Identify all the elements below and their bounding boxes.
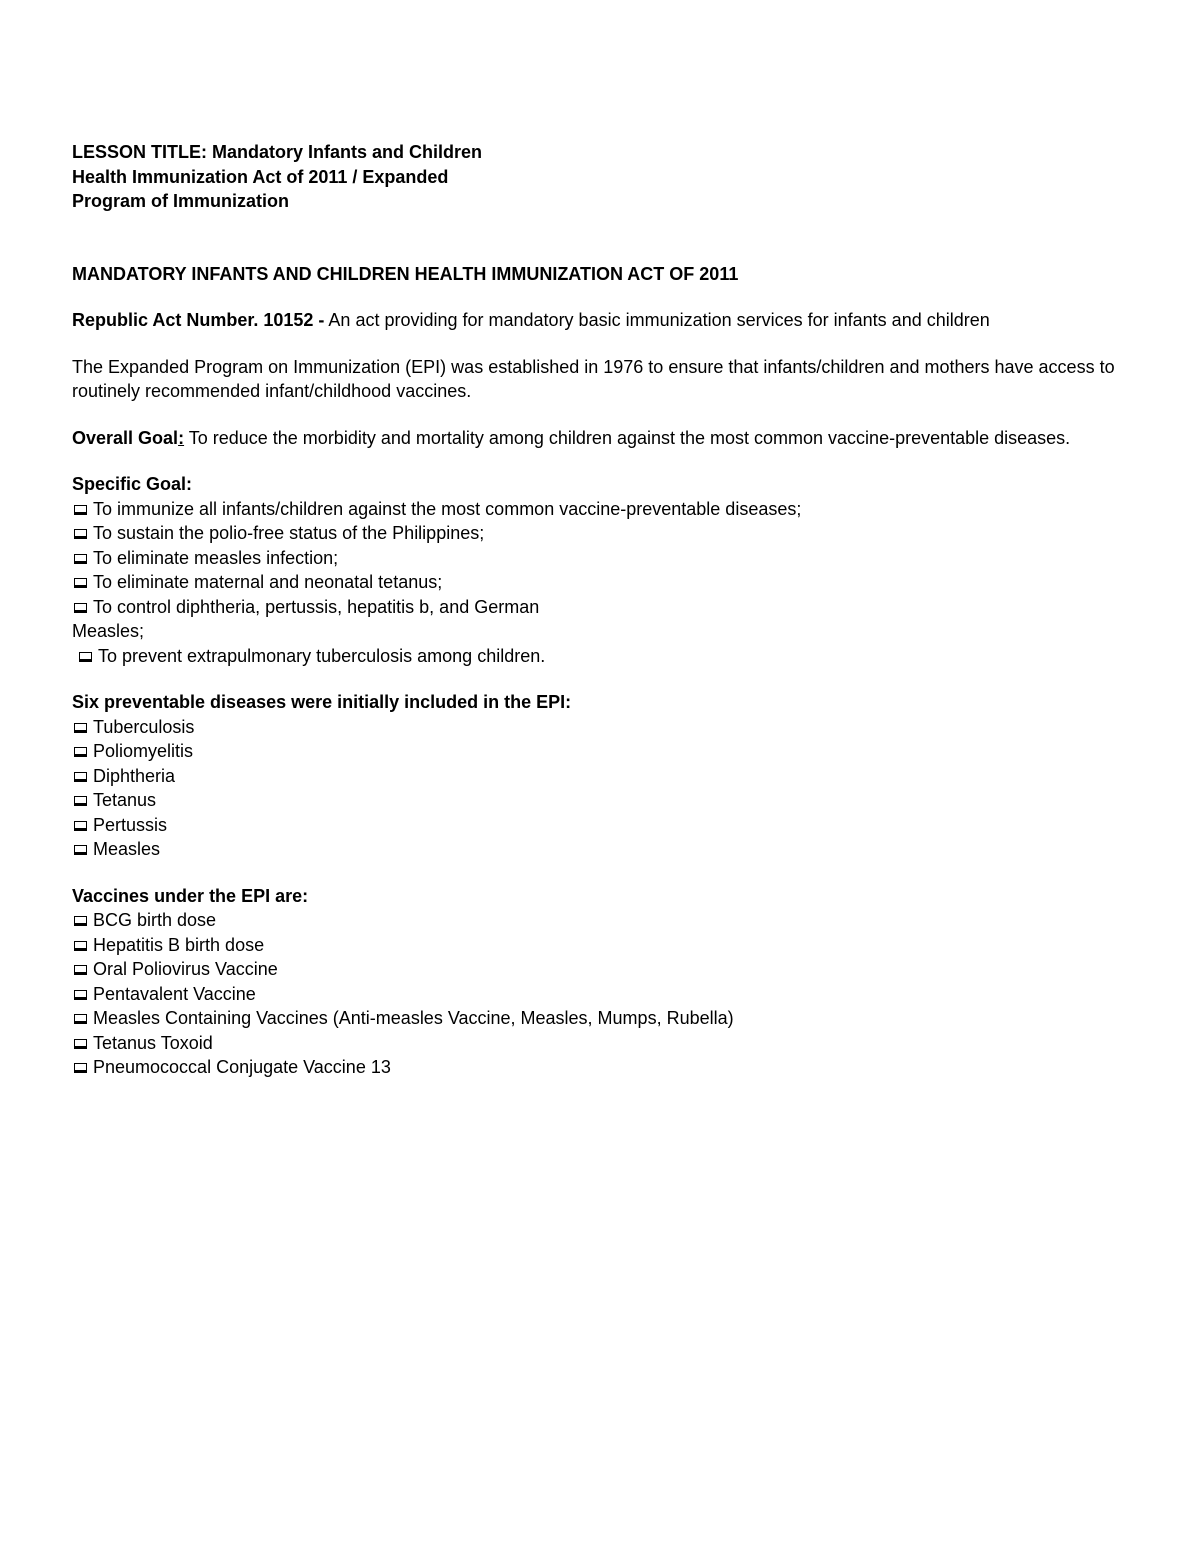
- checkbox-bullet-icon: [74, 965, 87, 975]
- republic-act-label: Republic Act Number. 10152 -: [72, 310, 325, 330]
- list-item: To prevent extrapulmonary tuberculosis among children.: [72, 644, 1132, 669]
- checkbox-bullet-icon: [74, 796, 87, 806]
- list-item: Tuberculosis: [72, 715, 1132, 740]
- lesson-title-line-2: Health Immunization Act of 2011 / Expanded: [72, 166, 449, 187]
- document-page: [72, 140, 1132, 1080]
- checkbox-bullet-icon: [74, 990, 87, 1000]
- lesson-title-line-1: LESSON TITLE: Mandatory Infants and Children: [72, 142, 483, 162]
- list-item: Tetanus: [72, 788, 1132, 813]
- list-item: To immunize all infants/children against the most common vaccine-preventable diseases;: [72, 497, 1132, 522]
- checkbox-bullet-icon: [74, 821, 87, 831]
- lesson-title-line-3: Program of Immunization: [72, 191, 290, 211]
- list-item: Measles Containing Vaccines (Anti-measles Vaccine, Measles, Mumps, Rubella): [72, 1006, 1132, 1031]
- checkbox-bullet-icon: [74, 1039, 87, 1049]
- vaccines-list: [72, 908, 1132, 1080]
- overall-goal-label: Overall Goal: [72, 427, 179, 448]
- list-item: BCG birth dose: [72, 908, 1132, 933]
- checkbox-bullet-icon: [74, 529, 87, 539]
- checkbox-bullet-icon: [74, 1063, 87, 1073]
- checkbox-bullet-icon: [74, 554, 87, 564]
- epi-intro-paragraph: The Expanded Program on Immunization (EPI) was established in 1976 to ensure that infants/children and mothers have access to routinely recommended infant/childhood vaccines.: [72, 356, 1115, 401]
- list-item: Diphtheria: [72, 764, 1132, 789]
- checkbox-bullet-icon: [74, 723, 87, 733]
- list-item: Pertussis: [72, 813, 1132, 838]
- specific-goal-heading: Specific Goal:: [72, 474, 193, 494]
- checkbox-bullet-icon: [74, 772, 87, 782]
- list-item: Poliomyelitis: [72, 739, 1132, 764]
- checkbox-bullet-icon: [74, 916, 87, 926]
- list-item: Measles: [72, 837, 1132, 862]
- republic-act-text: An act providing for mandatory basic immunization services for infants and children: [324, 310, 990, 330]
- checkbox-bullet-icon: [74, 747, 87, 757]
- list-item: Hepatitis B birth dose: [72, 933, 1132, 958]
- checkbox-bullet-icon: [79, 652, 92, 662]
- list-item: To eliminate maternal and neonatal tetanus;: [72, 570, 1132, 595]
- list-item: To sustain the polio-free status of the Philippines;: [72, 521, 1132, 546]
- checkbox-bullet-icon: [74, 941, 87, 951]
- overall-goal-colon: :: [178, 427, 185, 448]
- checkbox-bullet-icon: [74, 505, 87, 515]
- list-item: Oral Poliovirus Vaccine: [72, 957, 1132, 982]
- checkbox-bullet-icon: [74, 578, 87, 588]
- list-item: Pentavalent Vaccine: [72, 982, 1132, 1007]
- list-item: To control diphtheria, pertussis, hepatitis b, and German: [72, 595, 1132, 620]
- list-item: To eliminate measles infection;: [72, 546, 1132, 571]
- overall-goal-paragraph: [72, 426, 1132, 451]
- checkbox-bullet-icon: [74, 603, 87, 613]
- lesson-title: [72, 140, 1132, 214]
- diseases-heading: Six preventable diseases were initially included in the EPI:: [72, 692, 572, 712]
- specific-goal-list: [72, 497, 1132, 669]
- overall-goal-text: To reduce the morbidity and mortality among children against the most common vaccine-preventable diseases.: [184, 427, 1071, 448]
- list-item-continuation: Measles;: [72, 621, 145, 641]
- republic-act-paragraph: [72, 308, 1132, 333]
- checkbox-bullet-icon: [74, 1014, 87, 1024]
- vaccines-heading: Vaccines under the EPI are:: [72, 885, 309, 906]
- checkbox-bullet-icon: [74, 845, 87, 855]
- section-heading: MANDATORY INFANTS AND CHILDREN HEALTH IMMUNIZATION ACT OF 2011: [72, 263, 739, 284]
- list-item: Tetanus Toxoid: [72, 1031, 1132, 1056]
- list-item: Pneumococcal Conjugate Vaccine 13: [72, 1055, 1132, 1080]
- diseases-list: [72, 715, 1132, 862]
